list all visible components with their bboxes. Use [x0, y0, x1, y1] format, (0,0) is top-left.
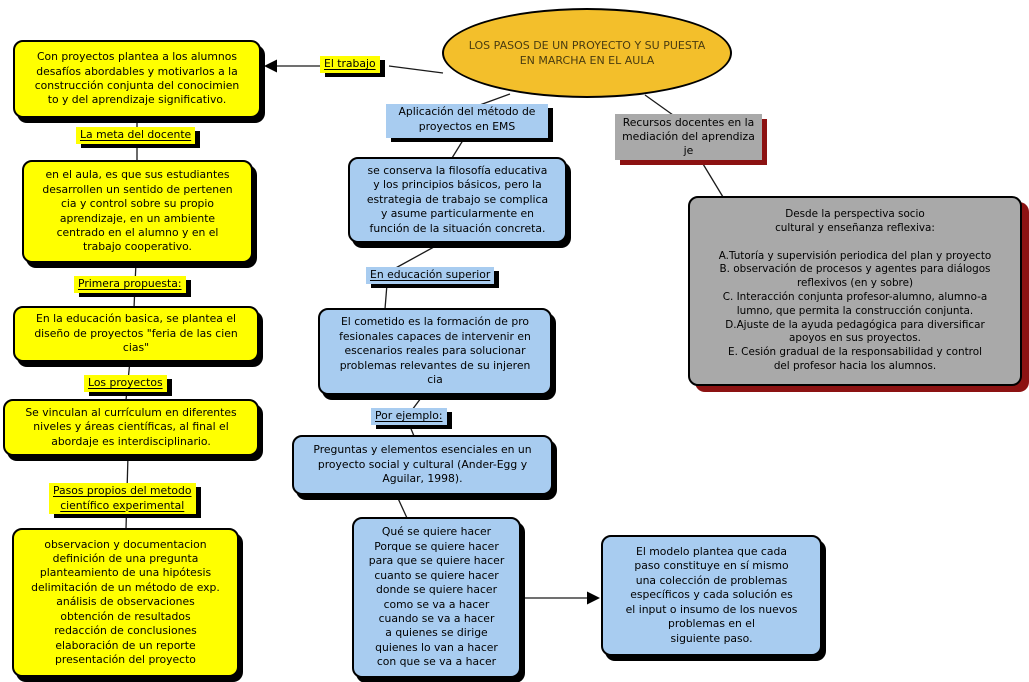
arrowhead-left-into-y1 — [264, 60, 277, 73]
link-label-pasos-propios[interactable]: Pasos propios del metodo científico experimental — [49, 483, 196, 514]
node-que-se-quiere-hacer[interactable]: Qué se quiere hacer Porque se quiere hacer para que se quiere hacer cuanto se quiere hacer donde se quiere hacer como se va a hacer cuando se va a hacer a quienes se dirige quienes lo van a hacer con que se va a hacer — [352, 517, 521, 678]
link-label-la-meta-del-docente[interactable]: La meta del docente — [76, 127, 195, 144]
link-label-por-ejemplo[interactable]: Por ejemplo: — [371, 408, 447, 425]
connector-aplicacion-b1 — [452, 137, 465, 158]
node-con-proyectos[interactable]: Con proyectos plantea a los alumnos desafíos abordables y motivarlos a la construcción conjunta del conocimien to y del aprendizaje significativo. — [13, 40, 261, 118]
connector-ellipse-to-recursos — [645, 95, 673, 115]
connector-ellipse-to-el-trabajo — [389, 66, 443, 73]
link-label-primera-propuesta[interactable]: Primera propuesta: — [74, 276, 186, 293]
node-recursos-docentes[interactable]: Recursos docentes en la mediación del aprendiza je — [615, 114, 762, 160]
node-pasos-metodo-cientifico[interactable]: observacion y documentacion definición de una pregunta planteamiento de una hipótesis delimitación de un método de exp. análisis de observaciones obtención de resultados redacción de conclusiones elaboración de un reporte presentación del proyecto — [12, 528, 239, 677]
node-en-el-aula[interactable]: en el aula, es que sus estudiantes desarrollen un sentido de pertenen cia y control sobre su propio aprendizaje, en un ambiente centrado en el alumno y en el trabajo cooperativo. — [22, 160, 253, 263]
node-preguntas-elementos[interactable]: Preguntas y elementos esenciales en un proyecto social y cultural (Ander-Egg y Aguilar, 1998). — [292, 435, 553, 495]
link-label-los-proyectos[interactable]: Los proyectos — [84, 375, 167, 392]
node-el-modelo-plantea[interactable]: El modelo plantea que cada paso constituye en sí mismo una colección de problemas específicos y cada solución es el input o insumo de los nuevos problemas en el siguiente paso. — [601, 535, 822, 656]
node-perspectiva-sociocultural[interactable]: Desde la perspectiva socio cultural y enseñanza reflexiva: A.Tutoría y supervisión periodica del plan y proyecto B. observación de procesos y agentes para diálogos reflexivos (en y sobre) C. Interacción conjunta profesor-alumno, alumno-a lumno, que permita la construcción conjunta. D.Ajuste de la ayuda pedagógica para diversificar apoyos en sus proyectos. E. Cesión gradual de la responsabilidad y control del profesor hacia los alumnos. — [688, 196, 1022, 386]
connector-recursos-to-perspectiva — [700, 159, 723, 197]
connector-b1-superior — [392, 242, 443, 270]
link-label-en-educacion-superior[interactable]: En educación superior — [366, 267, 494, 284]
root-concept-ellipse[interactable]: LOS PASOS DE UN PROYECTO Y SU PUESTA EN MARCHA EN EL AULA — [442, 8, 732, 98]
node-el-cometido[interactable]: El cometido es la formación de pro fesionales capaces de intervenir en escenarios reales para solucionar problemas relevantes de su injeren cia — [318, 308, 552, 395]
link-label-el-trabajo[interactable]: El trabajo — [320, 56, 380, 73]
arrowhead-right-into-b5 — [587, 592, 600, 605]
connector-superior-b2 — [385, 284, 387, 309]
node-se-conserva-filosofia[interactable]: se conserva la filosofía educativa y los principios básicos, pero la estrategia de trabajo se complica y asume particularmente en función de la situación concreta. — [348, 157, 567, 243]
node-se-vinculan[interactable]: Se vinculan al currículum en diferentes niveles y áreas científicas, al final el abordaje es interdisciplinario. — [3, 399, 259, 456]
node-aplicacion-metodo-ems[interactable]: Aplicación del método de proyectos en EMS — [386, 104, 548, 138]
node-educacion-basica[interactable]: En la educación basica, se plantea el diseño de proyectos "feria de las cien cias" — [13, 306, 259, 362]
connector-b3-b4 — [396, 494, 407, 518]
